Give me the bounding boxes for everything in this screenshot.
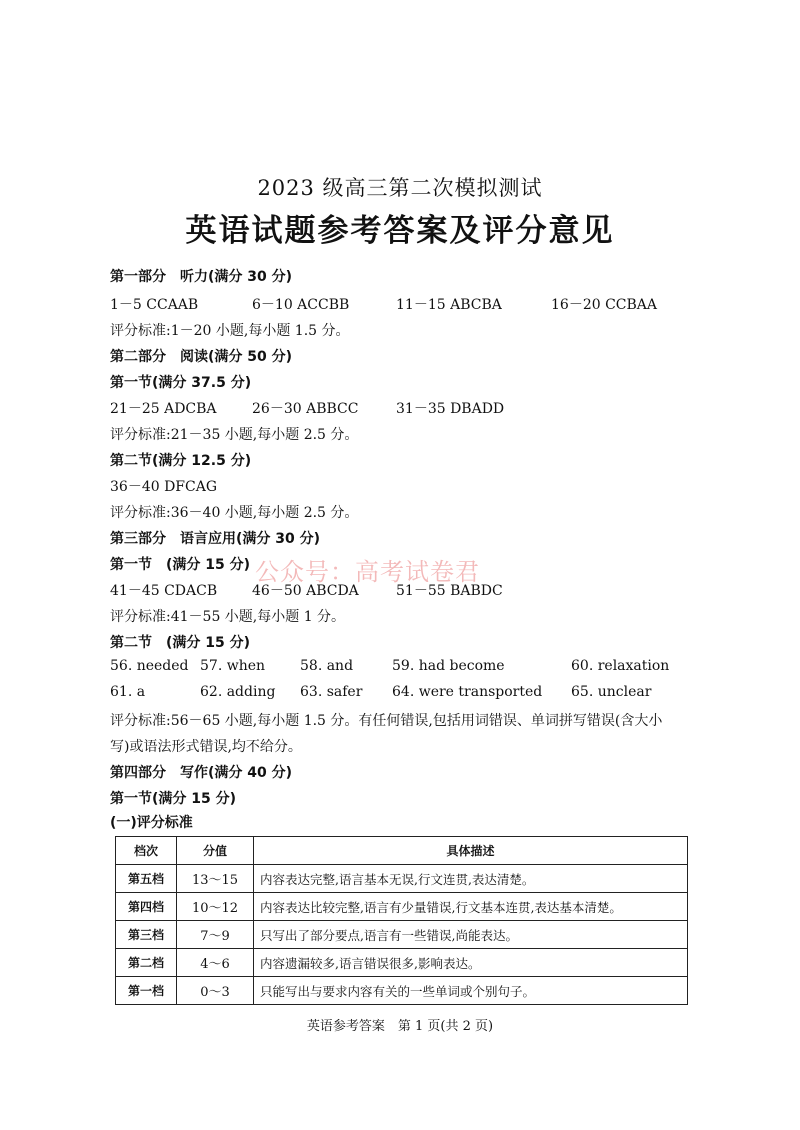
table-header-row xyxy=(116,837,688,865)
answer-group: 21－25 ADCBA xyxy=(110,401,217,417)
answer-group: 16－20 CCBAA xyxy=(551,297,658,313)
part3-section1-standard: 评分标准:41－55 小题,每小题 1 分。 xyxy=(110,609,346,625)
part3-section2-standard-line1: 评分标准:56－65 小题,每小题 1.5 分。有任何错误,包括用词错误、单词拼写错误(含大小 xyxy=(110,713,663,729)
score-cell: 0～3 xyxy=(177,977,254,1005)
table-row xyxy=(116,921,688,949)
part2-section1-heading: 第一节(满分 37.5 分) xyxy=(110,375,252,391)
description-cell: 内容表达比较完整,语言有少量错误,行文基本连贯,表达基本清楚。 xyxy=(254,893,688,921)
exam-title: 2023 级高三第二次模拟测试 xyxy=(257,176,543,200)
watermark-text: 公众号：高考试卷君 xyxy=(255,558,480,586)
table-row xyxy=(116,949,688,977)
page-footer: 英语参考答案 第 1 页(共 2 页) xyxy=(306,1019,494,1034)
answer-group: 31－35 DBADD xyxy=(396,401,505,417)
blank-answer: 61. a xyxy=(110,684,146,700)
blank-answer: 63. safer xyxy=(300,684,363,700)
answer-group: 51－55 BABDC xyxy=(396,583,503,599)
blank-answer: 62. adding xyxy=(200,684,276,700)
table-row xyxy=(116,893,688,921)
part2-heading: 第二部分 阅读(满分 50 分) xyxy=(110,349,293,365)
level-cell: 第一档 xyxy=(116,977,177,1005)
part1-standard: 评分标准:1－20 小题,每小题 1.5 分。 xyxy=(110,323,350,339)
description-cell: 内容表达完整,语言基本无误,行文连贯,表达清楚。 xyxy=(254,865,688,893)
level-cell: 第五档 xyxy=(116,865,177,893)
answer-group: 36－40 DFCAG xyxy=(110,479,218,495)
scoring-table xyxy=(115,836,688,1005)
table-row xyxy=(116,865,688,893)
score-cell: 13～15 xyxy=(177,865,254,893)
answer-group: 11－15 ABCBA xyxy=(396,297,502,313)
answer-group: 46－50 ABCDA xyxy=(252,583,359,599)
score-cell: 10～12 xyxy=(177,893,254,921)
part3-section1-heading: 第一节 (满分 15 分) xyxy=(110,557,251,573)
part2-section2-heading: 第二节(满分 12.5 分) xyxy=(110,453,252,469)
part4-heading: 第四部分 写作(满分 40 分) xyxy=(110,765,293,781)
blank-answer: 64. were transported xyxy=(392,684,543,700)
blank-answer: 65. unclear xyxy=(571,684,652,700)
document-title: 英语试题参考答案及评分意见 xyxy=(185,213,615,249)
table-row xyxy=(116,977,688,1005)
level-cell: 第四档 xyxy=(116,893,177,921)
table-header: 档次 xyxy=(116,837,177,865)
answer-group: 1－5 CCAAB xyxy=(110,297,199,313)
part2-section1-standard: 评分标准:21－35 小题,每小题 2.5 分。 xyxy=(110,427,359,443)
blank-answer: 56. needed xyxy=(110,658,189,674)
blank-answer: 58. and xyxy=(300,658,354,674)
part2-section2-standard: 评分标准:36－40 小题,每小题 2.5 分。 xyxy=(110,505,359,521)
part1-heading: 第一部分 听力(满分 30 分) xyxy=(110,269,293,285)
blank-answer: 57. when xyxy=(200,658,266,674)
description-cell: 只写出了部分要点,语言有一些错误,尚能表达。 xyxy=(254,921,688,949)
part3-heading: 第三部分 语言应用(满分 30 分) xyxy=(110,531,321,547)
part4-sub-heading: (一)评分标准 xyxy=(110,815,193,831)
blank-answer: 59. had become xyxy=(392,658,505,674)
part3-section2-heading: 第二节 (满分 15 分) xyxy=(110,635,251,651)
table-header: 分值 xyxy=(177,837,254,865)
level-cell: 第三档 xyxy=(116,921,177,949)
answer-group: 6－10 ACCBB xyxy=(252,297,350,313)
level-cell: 第二档 xyxy=(116,949,177,977)
description-cell: 只能写出与要求内容有关的一些单词或个别句子。 xyxy=(254,977,688,1005)
blank-answer: 60. relaxation xyxy=(571,658,670,674)
answer-group: 26－30 ABBCC xyxy=(252,401,359,417)
part3-section2-standard-line2: 写)或语法形式错误,均不给分。 xyxy=(110,739,302,755)
description-cell: 内容遗漏较多,语言错误很多,影响表达。 xyxy=(254,949,688,977)
answer-group: 41－45 CDACB xyxy=(110,583,218,599)
part4-section1-heading: 第一节(满分 15 分) xyxy=(110,791,237,807)
score-cell: 4～6 xyxy=(177,949,254,977)
table-header: 具体描述 xyxy=(254,837,688,865)
score-cell: 7～9 xyxy=(177,921,254,949)
